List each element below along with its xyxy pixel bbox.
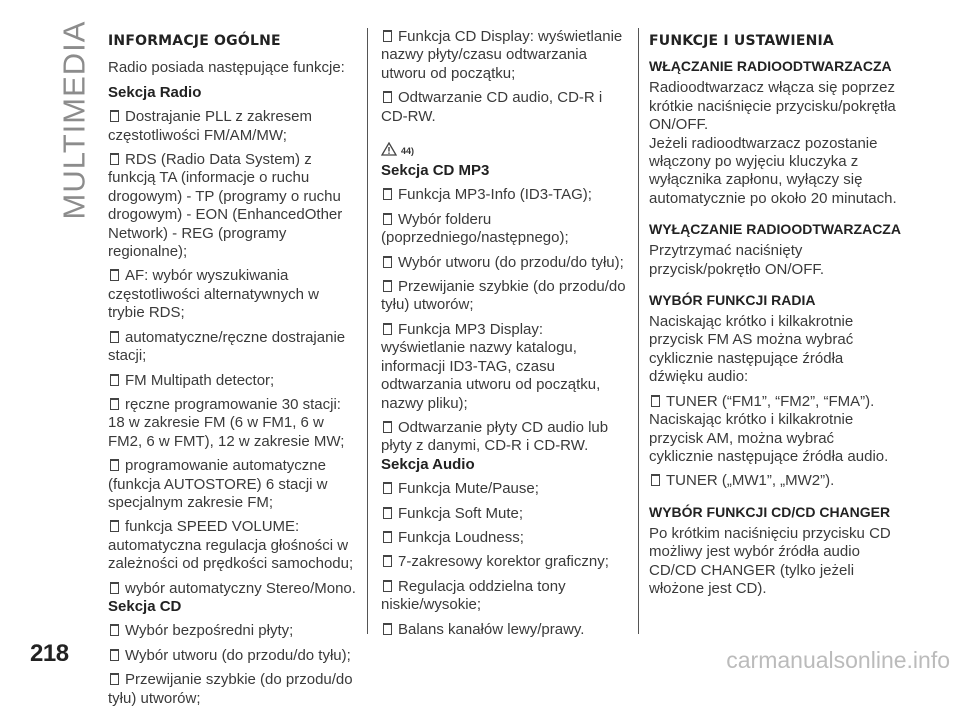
list-item: Przewijanie szybkie (do przodu/do tyłu) utworów; — [108, 671, 353, 707]
radio-section-heading: Sekcja Radio — [108, 83, 202, 101]
mp3-section-heading: Sekcja CD MP3 — [381, 162, 490, 180]
bullet-icon — [383, 623, 392, 635]
section-title-general: INFORMACJE OGÓLNE — [108, 33, 281, 49]
list-item: Funkcja Loudness; — [381, 529, 631, 547]
bullet-icon — [110, 649, 119, 661]
list-item: TUNER („MW1”, „MW2”). — [649, 472, 901, 490]
list-item: AF: wybór wyszukiwania częstotliwości alternatywnych w trybie RDS; — [108, 267, 319, 322]
column-3 — [649, 28, 901, 598]
bullet-icon — [383, 213, 392, 225]
bullet-icon — [651, 395, 660, 407]
bullet-icon — [110, 269, 119, 281]
bullet-icon — [110, 374, 119, 386]
list-item: wybór automatyczny Stereo/Mono. — [108, 580, 358, 598]
list-item: Wybór utworu (do przodu/do tyłu); — [381, 254, 631, 272]
bullet-icon — [383, 323, 392, 335]
list-item: automatyczne/ręczne dostrajanie stacji; — [108, 328, 346, 365]
bullet-icon — [383, 531, 392, 543]
power-on-text-1: Radioodtwarzacz włącza się poprzez krótkie naciśnięcie przycisku/pokrętła ON/OFF. — [649, 79, 896, 134]
bullet-icon — [110, 331, 119, 343]
section-title-functions: FUNKCJE I USTAWIENIA — [649, 33, 834, 49]
bullet-icon — [110, 110, 119, 122]
cd-function-text: Po krótkim naciśnięciu przycisku CD możliwy jest wybór źródła audio CD/CD CHANGER (tylko jeżeli włożone jest CD). — [649, 524, 891, 597]
bullet-icon — [383, 507, 392, 519]
list-item: Odtwarzanie płyty CD audio lub płyty z danymi, CD-R i CD-RW. — [381, 418, 609, 455]
bullet-icon — [110, 459, 119, 471]
bullet-icon — [110, 582, 119, 594]
cd-function-heading: WYBÓR FUNKCJI CD/CD CHANGER — [649, 503, 891, 520]
column-divider-1 — [367, 28, 368, 634]
radio-function-heading: WYBÓR FUNKCJI RADIA — [649, 292, 816, 309]
page-number: 218 — [30, 640, 69, 667]
bullet-icon — [383, 280, 392, 292]
intro-text: Radio posiada następujące funkcje: — [108, 59, 345, 77]
side-label-text: MULTIMEDIA — [56, 20, 92, 220]
list-item: funkcja SPEED VOLUME: automatyczna regulacja głośności w zależności od prędkości samochodu; — [108, 518, 354, 573]
power-off-heading: WYŁĄCZANIE RADIOODTWARZACZA — [649, 221, 901, 238]
bullet-icon — [383, 580, 392, 592]
column-divider-2 — [638, 28, 639, 634]
bullet-icon — [383, 555, 392, 567]
list-item: Wybór utworu (do przodu/do tyłu); — [108, 647, 358, 665]
list-item: Funkcja Mute/Pause; — [381, 480, 631, 498]
list-item: Funkcja Soft Mute; — [381, 505, 631, 523]
list-item: Przewijanie szybkie (do przodu/do tyłu) utworów; — [381, 278, 626, 314]
power-on-heading: WŁĄCZANIE RADIOODTWARZACZA — [649, 58, 892, 75]
cd-section-heading: Sekcja CD — [108, 597, 182, 615]
list-item: Wybór folderu (poprzedniego/następnego); — [381, 210, 569, 247]
list-item: Balans kanałów lewy/prawy. — [381, 621, 631, 639]
list-item: Odtwarzanie CD audio, CD-R i CD-RW. — [381, 89, 603, 125]
list-item: Funkcja MP3 Display: wyświetlanie nazwy katalogu, informacji ID3-TAG, czasu odtwarzania utworu od początku, nazwy pliku); — [381, 320, 601, 412]
bullet-icon — [110, 673, 119, 685]
bullet-icon — [110, 520, 119, 532]
audio-section-heading: Sekcja Audio — [381, 455, 475, 473]
bullet-icon — [383, 188, 392, 200]
list-item: Regulacja oddzielna tony niskie/wysokie; — [381, 577, 566, 614]
list-item: Dostrajanie PLL z zakresem częstotliwości FM/AM/MW; — [108, 108, 313, 144]
list-item: Funkcja CD Display: wyświetlanie nazwy płyty/czasu odtwarzania utworu od początku; — [381, 28, 623, 82]
warning-note-ref — [381, 136, 631, 156]
watermark-text: carmanualsonline.info — [726, 647, 950, 673]
bullet-icon — [383, 482, 392, 494]
bullet-icon — [651, 474, 660, 486]
list-item: ręczne programowanie 30 stacji: 18 w zakresie FM (6 w FM1, 6 w FM2, 6 w FMT), 12 w zakresie MW; — [108, 395, 345, 450]
bullet-icon — [383, 421, 392, 433]
bullet-icon — [383, 91, 392, 103]
list-item: TUNER (“FM1”, “FM2”, “FMA”). — [649, 393, 901, 411]
bullet-icon — [110, 398, 119, 410]
list-item: Funkcja MP3-Info (ID3-TAG); — [381, 186, 631, 204]
list-item: Wybór bezpośredni płyty; — [108, 622, 358, 640]
section-side-label — [52, 20, 96, 220]
list-item: RDS (Radio Data System) z funkcją TA (informacje o ruchu drogowym) - TP (programy o ruchu drogowym) - EON (EnhancedOther Network) - REG (programy regionalne); — [108, 151, 343, 261]
column-1 — [108, 28, 358, 708]
radio-function-text-2: Naciskając krótko i kilkakrotnie przycisk AM, można wybrać cyklicznie następujące źródła audio. — [649, 411, 889, 465]
power-on-text-2: Jeżeli radioodtwarzacz pozostanie włączony po wyjęciu kluczyka z wyłącznika zapłonu, wyłączy się automatycznie po około 20 minutach. — [649, 134, 897, 207]
column-2 — [381, 28, 631, 639]
warning-triangle-icon — [381, 142, 397, 156]
bullet-icon — [110, 153, 119, 165]
list-item: 7-zakresowy korektor graficzny; — [381, 553, 631, 571]
bullet-icon — [383, 256, 392, 268]
bullet-icon — [110, 624, 119, 636]
power-off-text: Przytrzymać naciśnięty przycisk/pokrętło ON/OFF. — [649, 242, 825, 278]
radio-function-text-1: Naciskając krótko i kilkakrotnie przycisk FM AS można wybrać cyklicznie następujące źródła dźwięku audio: — [649, 313, 854, 386]
note-ref-number: 44) — [401, 146, 415, 157]
list-item: programowanie automatyczne (funkcja AUTOSTORE) 6 stacji w specjalnym zakresie FM; — [108, 457, 328, 511]
bullet-icon — [383, 30, 392, 42]
list-item: FM Multipath detector; — [108, 372, 358, 390]
